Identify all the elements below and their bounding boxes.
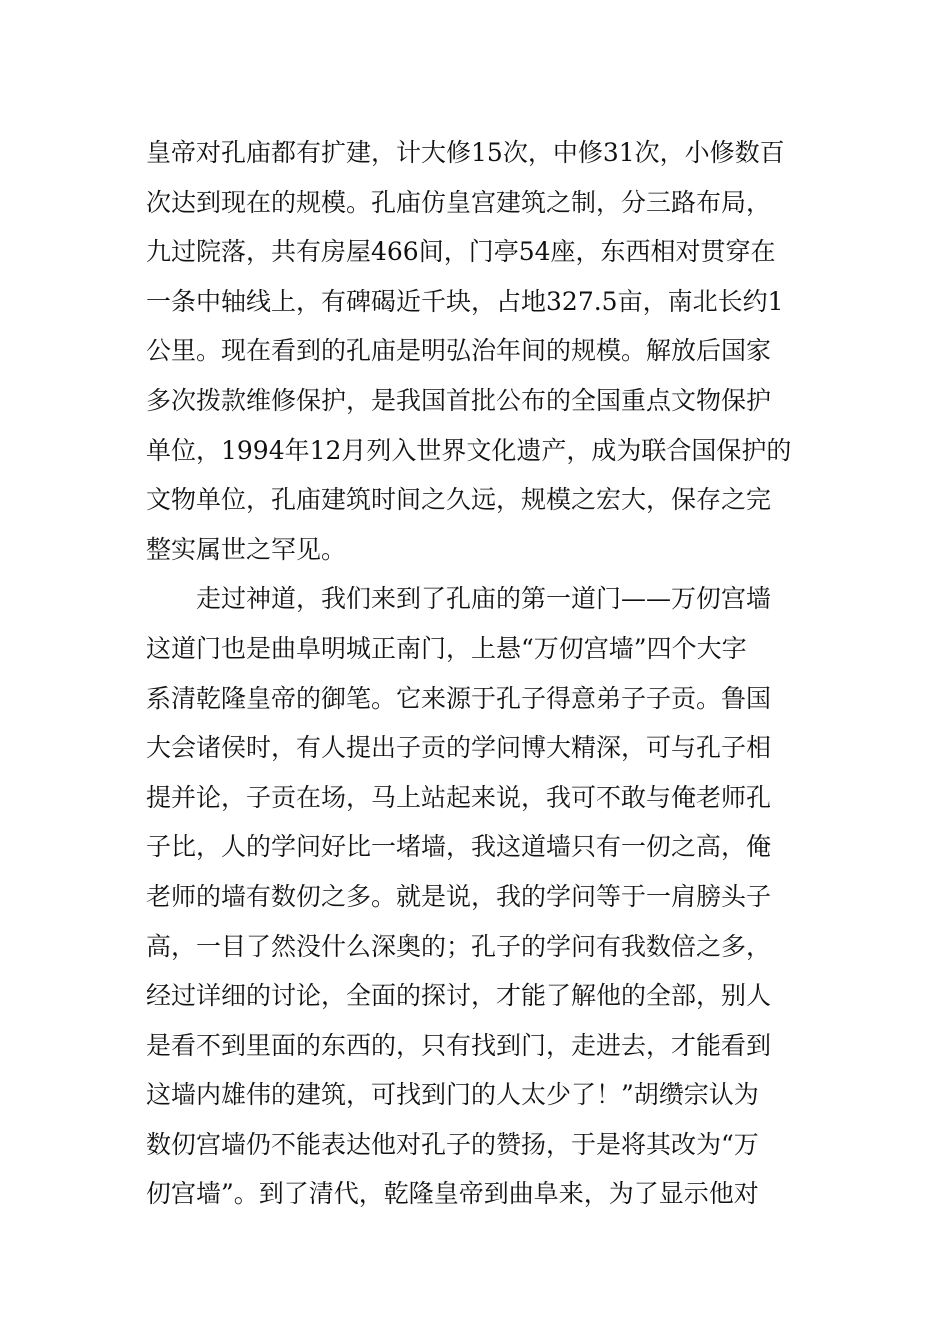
- text-line: 提并论，子贡在场，马上站起来说，我可不敢与俺老师孔: [146, 782, 772, 812]
- text-line: 文物单位，孔庙建筑时间之久远，规模之宏大，保存之完: [146, 485, 772, 515]
- text-line: 大会诸侯时，有人提出子贡的学问博大精深，可与孔子相: [146, 733, 772, 763]
- body-text: [146, 128, 816, 1219]
- text-line: 皇帝对孔庙都有扩建，计大修15次，中修31次，小修数百: [146, 138, 785, 167]
- text-line: 一条中轴线上，有碑碣近千块，占地327.5亩，南北长约1: [146, 286, 784, 316]
- text-line: 这道门也是曲阜明城正南门，上悬“万仞宫墙”四个大字: [146, 633, 747, 663]
- text-line: 经过详细的讨论，全面的探讨，才能了解他的全部，别人: [146, 981, 772, 1011]
- text-line: 整实属世之罕见。: [146, 534, 347, 564]
- text-line: 单位，1994年12月列入世界文化遗产，成为联合国保护的: [146, 435, 792, 465]
- text-line: 次达到现在的规模。孔庙仿皇宫建筑之制，分三路布局，: [146, 187, 772, 217]
- text-line: 高，一目了然没什么深奥的；孔子的学问有我数倍之多，: [146, 931, 772, 961]
- text-line: 多次拨款维修保护，是我国首批公布的全国重点文物保护: [146, 385, 772, 415]
- text-line: 仞宫墙”。到了清代，乾隆皇帝到曲阜来，为了显示他对: [146, 1179, 759, 1209]
- text-line: 系清乾隆皇帝的御笔。它来源于孔子得意弟子子贡。鲁国: [146, 683, 772, 713]
- text-line: 老师的墙有数仞之多。就是说，我的学问等于一肩膀头子: [146, 881, 772, 911]
- paragraph-first-line: 走过神道，我们来到了孔庙的第一道门——万仞宫墙: [196, 584, 772, 614]
- text-line: 子比，人的学问好比一堵墙，我这道墙只有一仞之高，俺: [146, 832, 772, 862]
- text-line: 是看不到里面的东西的，只有找到门，走进去，才能看到: [146, 1030, 772, 1060]
- text-line: 这墙内雄伟的建筑，可找到门的人太少了！”胡缵宗认为: [146, 1080, 759, 1110]
- text-line: 九过院落，共有房屋466间，门亭54座，东西相对贯穿在: [146, 237, 776, 267]
- text-line: 数仞宫墙仍不能表达他对孔子的赞扬，于是将其改为“万: [146, 1129, 759, 1159]
- text-line: 公里。现在看到的孔庙是明弘治年间的规模。解放后国家: [146, 336, 772, 366]
